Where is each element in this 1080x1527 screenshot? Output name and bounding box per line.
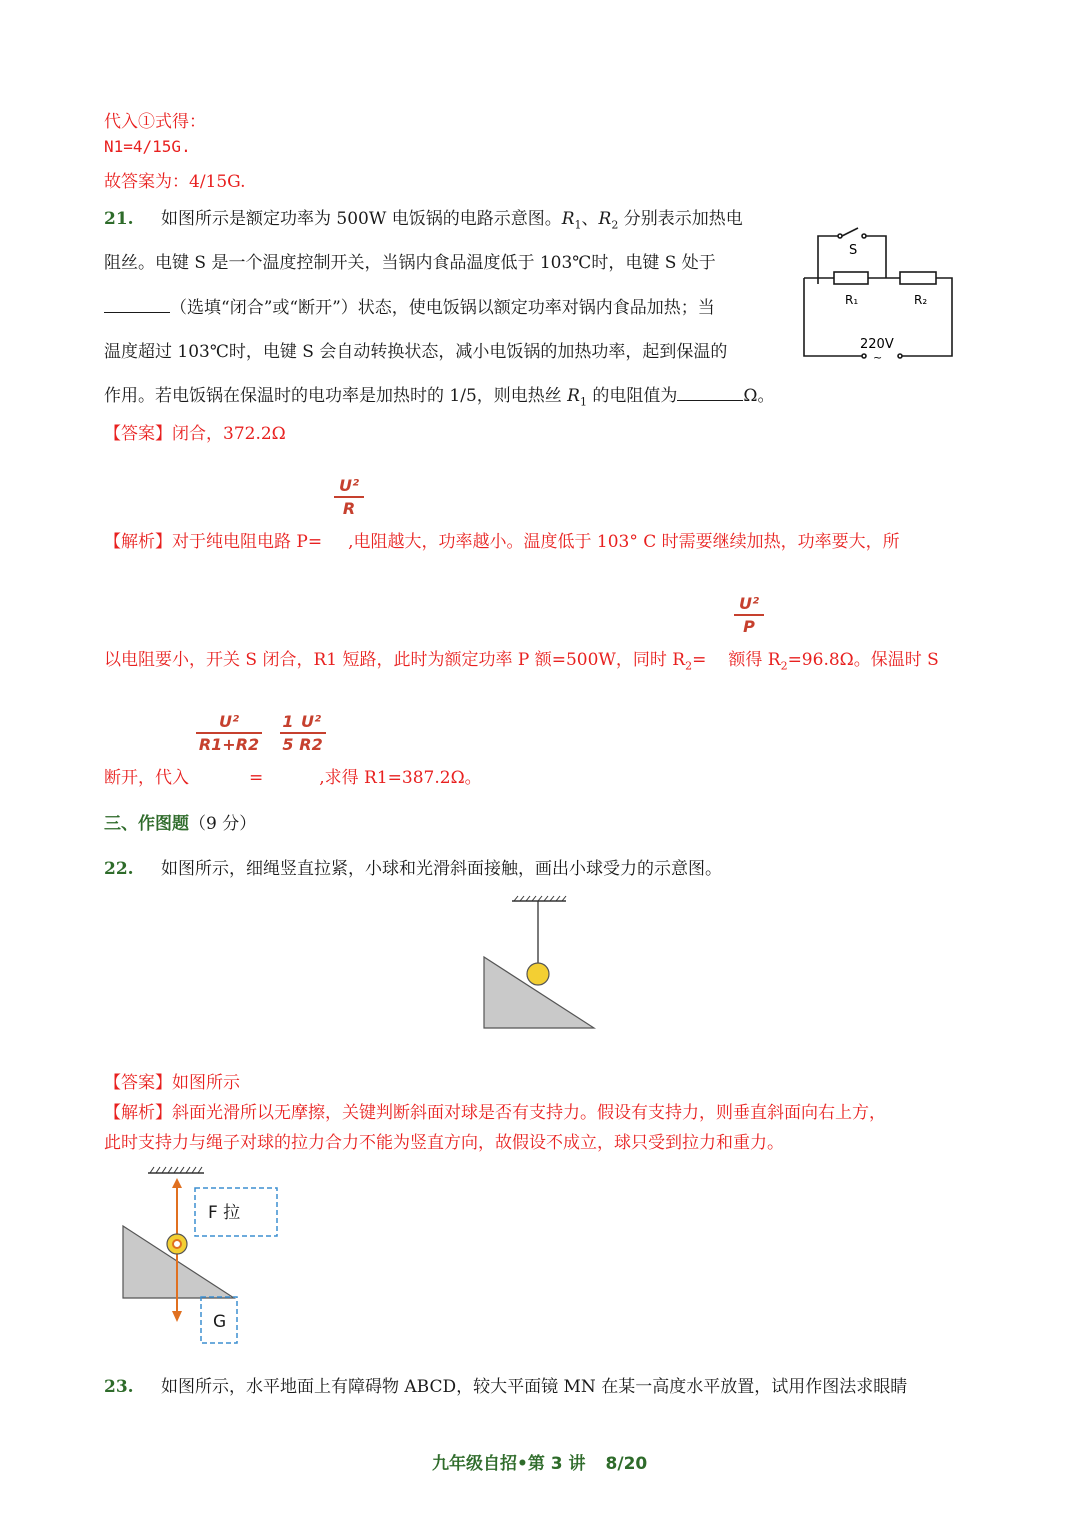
voltage-label: 220V [860,337,894,352]
q22-line-1: 22. 如图所示，细绳竖直拉紧，小球和光滑斜面接触，画出小球受力的示意图。 [104,859,722,879]
ac-symbol: ~ [873,351,883,360]
answer-blank-2[interactable] [677,384,743,401]
circuit-wire-top-right [866,236,886,278]
formula-one-fifth: $\frac{1}{5}$ [280,712,296,754]
q22-number: 22. [104,859,134,879]
q22-analysis-line-1: 【解析】斜面光滑所以无摩擦，关键判断斜面对球是否有支持力。假设有支持力，则垂直斜面向右上方， [104,1103,886,1123]
q21-line-1: 21. 如图所示是额定功率为 500W 电饭锅的电路示意图。$R_1$、$R_2$ 分别表示加热电 [104,209,743,232]
section-heading: 三、作图题（9 分） [104,814,257,834]
footer-page-number: 8/20 [605,1454,648,1474]
q21-number: 21. [104,209,134,229]
switch-blade [842,228,858,236]
tension-arrowhead [172,1178,182,1188]
switch-contact-right [862,234,866,238]
q21-analysis-line-3: 断开，代入 = ,求得 R1=387.2Ω。 [104,768,482,788]
ball-center-point [173,1240,181,1248]
ceiling-hatching [150,1167,202,1173]
q21-line-2: 阻丝。电键 S 是一个温度控制开关，当锅内食品温度低于 103℃时，电键 S 处于 [104,253,716,273]
page-footer [432,1449,647,1474]
resistor-r2 [900,272,936,284]
circuit-wire-top-left [818,236,838,284]
formula-u2-over-r2: $\frac{\text{U²}}{R2}$ [296,712,326,754]
terminal-right [898,354,902,358]
footer-course: 九年级自招•第 3 讲 [432,1454,586,1474]
formula-u2-over-r1-plus-r2: $\frac{\text{U²}}{R1+R2}$ [196,712,262,754]
formula-u2-over-p: $\frac{\text{U²}}{P}$ [734,594,764,636]
q21-line-4: 温度超过 103℃时，电键 S 会自动转换状态，减小电饭锅的加热功率，起到保温的 [104,342,728,362]
q21-line-5: 作用。若电饭锅在保温时的电功率是加热时的 1/5，则电热丝 $R_1$ 的电阻值为 Ω。 [104,386,775,409]
q21-analysis-line-1: 【解析】对于纯电阻电路 P= ,电阻越大，功率越小。温度低于 103° C 时需要继续加热，功率要大，所 [104,532,900,552]
circuit-wire-bottom-left [804,278,862,356]
q21-line-3: （选填“闭合”或“断开”）状态，使电饭锅以额定功率对锅内食品加热；当 [104,293,715,318]
q21-analysis-line-2: 以电阻要小，开关 S 闭合，R1 短路，此时为额定功率 P 额=500W，同时 $R_2=$ 额得 $R_2=96.8\Omega$。保温时 S [104,650,939,673]
q23-number: 23. [104,1377,134,1397]
terminal-left [862,354,866,358]
q21-answer: 【答案】闭合，372.2Ω [104,424,286,444]
circuit-diagram [800,226,960,360]
formula-u2-over-r: $\frac{\text{U²}}{R}$ [334,476,364,518]
gravity-label: G [213,1312,227,1332]
q23-line-1: 23. 如图所示，水平地面上有障碍物 ABCD，较大平面镜 MN 在某一高度水平放置，试用作图法求眼睛 [104,1377,908,1397]
circuit-wire-right [902,278,952,356]
prev-solution-line-3: 故答案为：4/15G. [104,172,246,192]
gravity-arrowhead [172,1311,182,1322]
prev-solution-line-2: N1=4/15G. [104,137,191,156]
tension-label: F 拉 [208,1203,241,1223]
resistor-r1 [834,272,868,284]
switch-label: S [849,243,858,258]
answer-blank-1[interactable] [104,296,170,313]
force-diagram [110,1160,290,1350]
r2-label: R₂ [914,293,928,307]
switch-contact-left [838,234,842,238]
ball [527,963,549,985]
prev-solution-line-1: 代入①式得： [104,112,206,132]
incline-ball-figure [478,893,602,1033]
q22-answer: 【答案】如图所示 [104,1073,240,1093]
q22-analysis-line-2: 此时支持力与绳子对球的拉力合力不能为竖直方向，故假设不成立，球只受到拉力和重力。 [104,1133,784,1153]
r1-label: R₁ [845,293,859,307]
